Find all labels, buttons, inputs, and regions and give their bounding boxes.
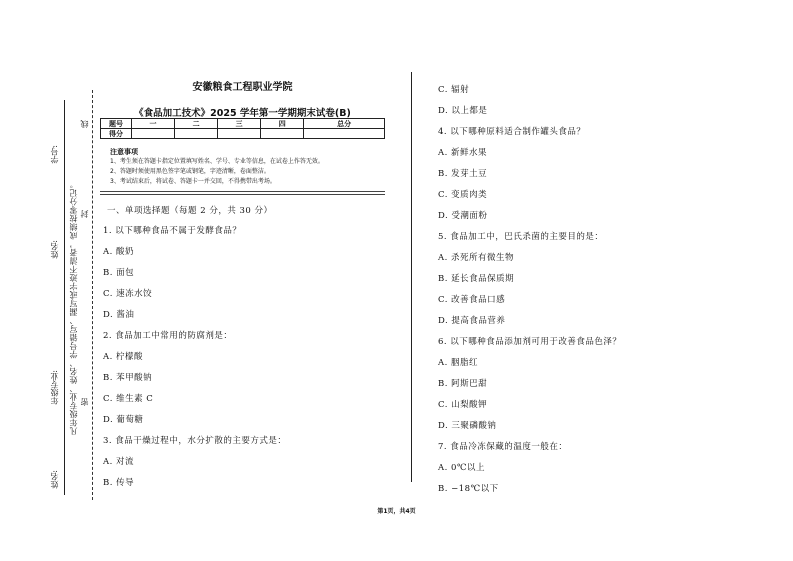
option-line: A. 新鲜水果 (438, 148, 488, 158)
option-line: C. 山梨酸钾 (438, 400, 488, 410)
score-cell (218, 129, 261, 139)
question-line: 6. 以下哪种食品添加剂可用于改善食品色泽？ (438, 337, 622, 347)
margin-rule (64, 100, 65, 495)
seal-line (92, 90, 93, 500)
major-label: 年级专业: (50, 370, 59, 405)
option-line: B. 苯甲酸钠 (103, 373, 153, 383)
exam-title: 《食品加工技术》2025 学年第一学期期末试卷(B) (134, 108, 351, 119)
option-line: D. 三聚磷酸钠 (438, 421, 497, 431)
score-cell (132, 129, 175, 139)
option-line: A. 0℃以上 (438, 463, 485, 473)
question-line: 4. 以下哪种原料适合制作罐头食品？ (438, 127, 586, 137)
option-line: C. 维生素 C (103, 394, 154, 404)
option-line: D. 受潮面粉 (438, 211, 488, 221)
notice-item: 2、答题时须使用黑色签字笔或钢笔，字迹清晰，卷面整洁。 (110, 168, 270, 175)
score-cell: 四 (261, 119, 304, 129)
score-cell: 一 (132, 119, 175, 129)
option-line: D. 葡萄糖 (103, 415, 144, 425)
option-line: B. 面包 (103, 268, 135, 278)
option-line: C. 变质肉类 (438, 190, 488, 200)
column-divider (411, 72, 412, 482)
option-line: C. 改善食品口感 (438, 295, 506, 305)
option-line: B. 传导 (103, 478, 135, 488)
option-line: D. 酱油 (103, 310, 135, 320)
notice-divider (100, 194, 385, 195)
option-line: A. 酸奶 (103, 247, 135, 257)
score-cell: 二 (175, 119, 218, 129)
score-cell: 三 (218, 119, 261, 129)
notice-item: 3、考试结束后，将试卷、答题卡一并交回，不得携带出考场。 (110, 178, 276, 185)
question-line: 1. 以下哪种食品不属于发酵食品？ (103, 226, 242, 236)
question-line: 2. 食品加工中常用的防腐剂是： (103, 331, 233, 341)
option-line: A. 胭脂红 (438, 358, 479, 368)
student-no-label: 学号: (50, 145, 59, 164)
notice-block (110, 147, 390, 187)
score-cell (304, 129, 385, 139)
score-value-row (101, 129, 385, 139)
score-cell: 题号 (101, 119, 132, 129)
score-cell (261, 129, 304, 139)
option-line: D. 以上都是 (438, 106, 488, 116)
question-line: 3. 食品干燥过程中，水分扩散的主要方式是： (103, 436, 287, 446)
option-line: B. 延长食品保质期 (438, 274, 515, 284)
binding-warning: 凡年级专业、姓名、学号错写、漏写或字迹不清者，成绩按零分记。 (69, 180, 78, 435)
option-line: A. 对流 (103, 457, 135, 467)
notice-divider (100, 191, 385, 192)
page-footer: 第1页，共4页 (377, 508, 416, 515)
option-line: C. 辐射 (438, 85, 470, 95)
binding-margin (40, 90, 100, 500)
option-line: C. 速冻水饺 (103, 289, 153, 299)
notice-title: 注意事项 (110, 148, 138, 156)
score-header-row (101, 119, 385, 129)
notice-item: 1、考生须在答题卡指定位置填写姓名、学号、专业等信息，在试卷上作答无效。 (110, 158, 324, 165)
seal-char-feng: 封 (80, 210, 89, 218)
section-heading: 一、单项选择题（每题 2 分，共 30 分） (107, 206, 273, 216)
name2-label: 姓名: (50, 470, 59, 489)
score-cell: 总分 (304, 119, 385, 129)
exam-header (100, 78, 385, 119)
option-line: B. 发芽土豆 (438, 169, 488, 179)
score-table (100, 118, 385, 139)
option-line: A. 柠檬酸 (103, 352, 144, 362)
seal-char-xian: 线 (80, 120, 89, 128)
option-line: D. 提高食品营养 (438, 316, 506, 326)
name-label: 姓名: (50, 240, 59, 259)
option-line: B. −18℃以下 (438, 484, 499, 494)
seal-char-mi: 密 (80, 398, 89, 406)
option-line: A. 杀死所有微生物 (438, 253, 515, 263)
score-cell: 得分 (101, 129, 132, 139)
question-line: 7. 食品冷冻保藏的温度一般在： (438, 442, 568, 452)
question-line: 5. 食品加工中，巴氏杀菌的主要目的是： (438, 232, 604, 242)
school-name: 安徽粮食工程职业学院 (192, 82, 293, 93)
score-cell (175, 129, 218, 139)
option-line: B. 阿斯巴甜 (438, 379, 488, 389)
